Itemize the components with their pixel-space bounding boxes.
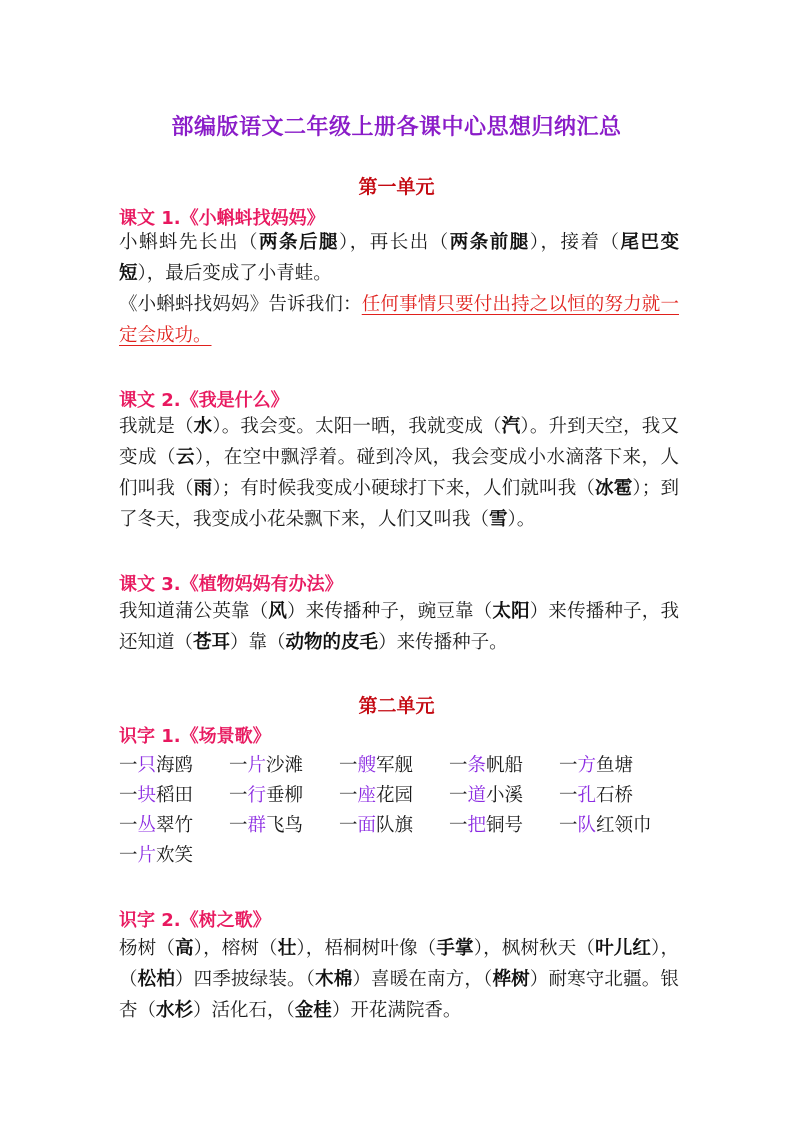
- answer-keyword: 尾巴变短: [119, 232, 679, 284]
- moral-text: 任何事情只要付出持之以恒的努力就一定会成功。: [119, 294, 679, 346]
- measure-word-phrase: 一面队旗: [339, 815, 414, 836]
- measure-word: 条: [467, 755, 487, 776]
- lesson-summary: 我就是（水）。我会变。太阳一晒，我就变成（汽）。升到天空，我又变成（云），在空中飘浮着。碰到冷风，我会变成小水滴落下来，人们叫我（雨）；有时候我变成小硬球打下来，人们就叫我（冰雹）；到了冬天，我变成小花朵飘下来，人们又叫我（雪）。: [119, 416, 679, 530]
- answer-keyword: 金桂: [294, 1000, 332, 1021]
- measure-word-phrase: 一行垂柳: [229, 785, 304, 806]
- measure-word-phrase: 一把铜号: [449, 815, 524, 836]
- answer-keyword: 雪: [489, 509, 508, 530]
- answer-keyword: 雨: [193, 478, 213, 499]
- measure-word-phrase: 一条帆船: [449, 755, 524, 776]
- answer-keyword: 桦树: [492, 969, 530, 990]
- measure-word-phrase: 一片沙滩: [229, 755, 304, 776]
- answer-keyword: 木棉: [315, 969, 353, 990]
- measure-word-phrase: 一道小溪: [449, 785, 524, 806]
- measure-word: 只: [137, 755, 157, 776]
- measure-word-row: [119, 751, 679, 781]
- measure-word: 方: [577, 755, 597, 776]
- measure-word-phrase: 一队红领巾: [559, 815, 652, 836]
- answer-keyword: 手掌: [436, 938, 474, 959]
- measure-word-phrase: 一方鱼塘: [559, 755, 634, 776]
- measure-word: 面: [357, 815, 377, 836]
- measure-word-phrase: 一座花园: [339, 785, 414, 806]
- lesson-heading: 识字 1.《场景歌》: [119, 726, 271, 747]
- measure-word-phrase: 一群飞鸟: [229, 815, 304, 836]
- lesson-moral: [119, 289, 679, 351]
- answer-keyword: 太阳: [492, 601, 530, 622]
- measure-word: 艘: [357, 755, 377, 776]
- unit-title: 第二单元: [358, 695, 435, 717]
- measure-word-row: [119, 781, 679, 811]
- unit-title: 第一单元: [358, 176, 435, 198]
- moral-prefix: 《小蝌蚪找妈妈》告诉我们：: [119, 294, 362, 315]
- lesson-summary: 我知道蒲公英靠（风）来传播种子，豌豆靠（太阳）来传播种子，我还知道（苍耳）靠（动物的皮毛）来传播种子。: [119, 601, 679, 653]
- measure-word-phrase: 一孔石桥: [559, 785, 634, 806]
- measure-word: 行: [247, 785, 267, 806]
- measure-word-row: [119, 811, 679, 841]
- lesson-summary: 小蝌蚪先长出（两条后腿），再长出（两条前腿），接着（尾巴变短），最后变成了小青蛙。: [119, 232, 679, 284]
- measure-word: 队: [577, 815, 597, 836]
- lesson-heading: 课文 3.《植物妈妈有办法》: [119, 574, 343, 595]
- measure-word-row: [119, 841, 679, 871]
- answer-keyword: 动物的皮毛: [285, 632, 379, 653]
- measure-word-grid: [119, 751, 679, 871]
- measure-word: 片: [137, 845, 157, 866]
- lesson-heading: 课文 1.《小蝌蚪找妈妈》: [119, 208, 325, 229]
- measure-word-phrase: 一丛翠竹: [119, 815, 194, 836]
- answer-keyword: 两条后腿: [258, 232, 339, 253]
- answer-keyword: 水: [193, 416, 213, 437]
- answer-keyword: 壮: [277, 938, 297, 959]
- measure-word: 丛: [137, 815, 157, 836]
- lesson-heading: 识字 2.《树之歌》: [119, 910, 271, 931]
- measure-word: 把: [467, 815, 487, 836]
- answer-keyword: 风: [268, 601, 288, 622]
- measure-word: 座: [357, 785, 377, 806]
- answer-keyword: 冰雹: [595, 478, 633, 499]
- measure-word: 群: [247, 815, 267, 836]
- measure-word-phrase: 一艘军舰: [339, 755, 414, 776]
- measure-word-phrase: 一片欢笑: [119, 845, 194, 866]
- answer-keyword: 汽: [501, 416, 521, 437]
- measure-word: 片: [247, 755, 267, 776]
- measure-word: 道: [467, 785, 487, 806]
- document-title: 部编版语文二年级上册各课中心思想归纳汇总: [171, 115, 622, 140]
- lesson-heading: 课文 2.《我是什么》: [119, 390, 289, 411]
- measure-word: 孔: [577, 785, 597, 806]
- answer-keyword: 松柏: [137, 969, 175, 990]
- measure-word-phrase: 一只海鸥: [119, 755, 194, 776]
- measure-word: 块: [137, 785, 157, 806]
- answer-keyword: 高: [174, 938, 194, 959]
- answer-keyword: 水杉: [156, 1000, 194, 1021]
- answer-keyword: 叶儿红: [595, 938, 652, 959]
- lesson-summary: 杨树（高），榕树（壮），梧桐树叶像（手掌），枫树秋天（叶儿红），（松柏）四季披绿装。（木棉）喜暖在南方，（桦树）耐寒守北疆。银杏（水杉）活化石，（金桂）开花满院香。: [119, 938, 679, 1021]
- measure-word-phrase: 一块稻田: [119, 785, 194, 806]
- answer-keyword: 两条前腿: [449, 232, 530, 253]
- answer-keyword: 云: [175, 447, 195, 468]
- answer-keyword: 苍耳: [193, 632, 231, 653]
